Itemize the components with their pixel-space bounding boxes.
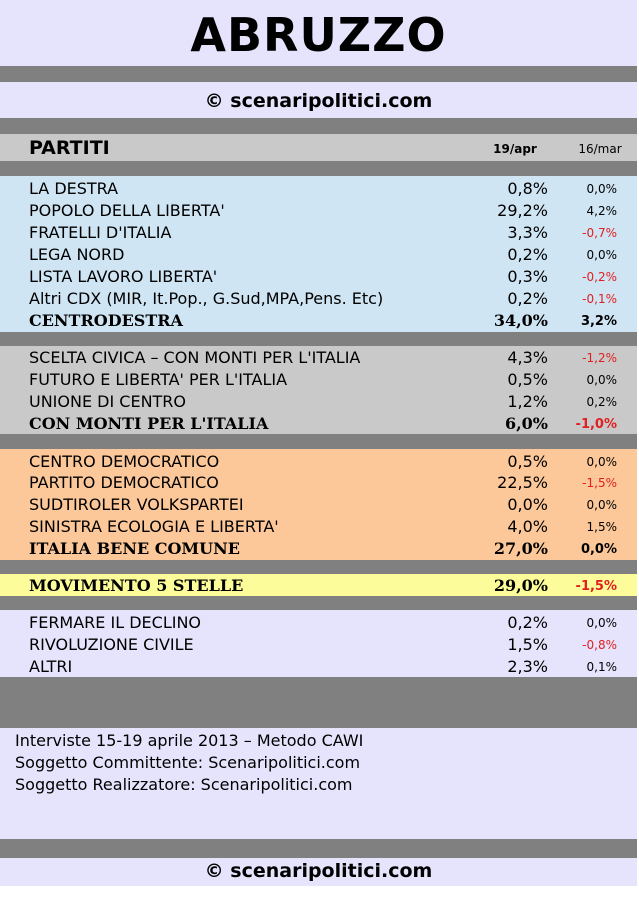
current-value: 1,2% bbox=[507, 392, 548, 411]
change-value: 3,2% bbox=[580, 314, 617, 329]
table-row bbox=[0, 287, 637, 309]
table-row bbox=[0, 265, 637, 287]
divider bbox=[0, 839, 637, 858]
change-value: 0,0% bbox=[586, 182, 617, 196]
current-value: 4,0% bbox=[507, 517, 548, 536]
current-value: 6,0% bbox=[504, 414, 548, 433]
divider bbox=[0, 118, 637, 134]
table-row bbox=[0, 390, 637, 412]
change-value: -1,2% bbox=[582, 351, 617, 365]
group-name: CON MONTI PER L'ITALIA bbox=[29, 414, 269, 433]
group-total-row bbox=[0, 309, 637, 331]
party-name: LA DESTRA bbox=[29, 179, 119, 198]
change-value: 0,0% bbox=[580, 542, 617, 557]
divider bbox=[0, 596, 637, 610]
party-name: RIVOLUZIONE CIVILE bbox=[29, 635, 194, 654]
party-name: FRATELLI D'ITALIA bbox=[29, 223, 172, 242]
party-name: MOVIMENTO 5 STELLE bbox=[29, 576, 244, 595]
table-row bbox=[0, 368, 637, 390]
table-row bbox=[0, 221, 637, 243]
table-row bbox=[0, 611, 637, 633]
change-value: 1,5% bbox=[586, 520, 617, 534]
current-value: 2,3% bbox=[507, 657, 548, 676]
party-name: FUTURO E LIBERTA' PER L'ITALIA bbox=[29, 370, 288, 389]
table-row bbox=[0, 493, 637, 515]
table-row bbox=[0, 199, 637, 221]
current-value: 0,0% bbox=[507, 495, 548, 514]
group-name: CENTRODESTRA bbox=[29, 311, 183, 330]
party-name: FERMARE IL DECLINO bbox=[29, 613, 202, 632]
change-value: -1,5% bbox=[575, 579, 617, 594]
change-value: -0,2% bbox=[582, 270, 617, 284]
table-row bbox=[0, 633, 637, 655]
change-value: -1,5% bbox=[582, 476, 617, 490]
current-value: 4,3% bbox=[507, 348, 548, 367]
column-header-previous: 16/mar bbox=[578, 142, 622, 156]
table-row bbox=[0, 471, 637, 493]
table-row bbox=[0, 243, 637, 265]
footer-committente: Soggetto Committente: Scenaripolitici.com bbox=[15, 753, 361, 772]
current-value: 0,5% bbox=[507, 452, 548, 471]
party-name: PARTITO DEMOCRATICO bbox=[29, 473, 219, 492]
current-value: 0,5% bbox=[507, 370, 548, 389]
divider bbox=[0, 161, 637, 176]
current-value: 3,3% bbox=[507, 223, 548, 242]
table-row bbox=[0, 515, 637, 537]
group-name: ITALIA BENE COMUNE bbox=[29, 539, 240, 558]
change-value: 4,2% bbox=[586, 204, 617, 218]
change-value: 0,0% bbox=[586, 373, 617, 387]
current-value: 27,0% bbox=[493, 539, 548, 558]
change-value: 0,0% bbox=[586, 455, 617, 469]
change-value: -0,8% bbox=[582, 638, 617, 652]
table-row bbox=[0, 450, 637, 472]
column-header-current: 19/apr bbox=[493, 142, 537, 156]
group-total-row bbox=[0, 537, 637, 559]
column-header-partiti: PARTITI bbox=[29, 137, 110, 159]
m5s-row bbox=[0, 574, 637, 596]
party-name: UNIONE DI CENTRO bbox=[29, 392, 187, 411]
change-value: -0,1% bbox=[582, 292, 617, 306]
party-name: SUDTIROLER VOLKSPARTEI bbox=[29, 495, 244, 514]
change-value: 0,1% bbox=[586, 660, 617, 674]
current-value: 29,0% bbox=[493, 576, 548, 595]
change-value: -1,0% bbox=[575, 417, 617, 432]
group-total-row bbox=[0, 412, 637, 434]
current-value: 34,0% bbox=[493, 311, 548, 330]
divider bbox=[0, 677, 637, 728]
divider bbox=[0, 434, 637, 449]
current-value: 0,2% bbox=[507, 289, 548, 308]
change-value: 0,0% bbox=[586, 616, 617, 630]
footer-realizzatore: Soggetto Realizzatore: Scenaripolitici.com bbox=[15, 775, 353, 794]
change-value: 0,0% bbox=[586, 498, 617, 512]
brand-label: © scenaripolitici.com bbox=[204, 90, 433, 112]
divider bbox=[0, 332, 637, 346]
brand-label-bottom: © scenaripolitici.com bbox=[204, 860, 433, 882]
divider bbox=[0, 560, 637, 574]
party-name: LEGA NORD bbox=[29, 245, 125, 264]
party-name: Altri CDX (MIR, It.Pop., G.Sud,MPA,Pens. Etc) bbox=[29, 289, 384, 308]
current-value: 0,2% bbox=[507, 245, 548, 264]
current-value: 0,8% bbox=[507, 179, 548, 198]
change-value: 0,0% bbox=[586, 248, 617, 262]
page-title: ABRUZZO bbox=[190, 8, 447, 62]
change-value: -0,7% bbox=[582, 226, 617, 240]
party-name: LISTA LAVORO LIBERTA' bbox=[29, 267, 218, 286]
table-row bbox=[0, 346, 637, 368]
current-value: 29,2% bbox=[497, 201, 548, 220]
party-name: POPOLO DELLA LIBERTA' bbox=[29, 201, 225, 220]
divider bbox=[0, 66, 637, 82]
current-value: 0,2% bbox=[507, 613, 548, 632]
party-name: ALTRI bbox=[29, 657, 73, 676]
footer-methodology: Interviste 15-19 aprile 2013 – Metodo CAWI bbox=[15, 731, 364, 750]
current-value: 1,5% bbox=[507, 635, 548, 654]
table-row bbox=[0, 177, 637, 199]
current-value: 0,3% bbox=[507, 267, 548, 286]
party-name: CENTRO DEMOCRATICO bbox=[29, 452, 220, 471]
current-value: 22,5% bbox=[497, 473, 548, 492]
table-row bbox=[0, 655, 637, 677]
change-value: 0,2% bbox=[586, 395, 617, 409]
party-name: SCELTA CIVICA – CON MONTI PER L'ITALIA bbox=[29, 348, 361, 367]
party-name: SINISTRA ECOLOGIA E LIBERTA' bbox=[29, 517, 279, 536]
